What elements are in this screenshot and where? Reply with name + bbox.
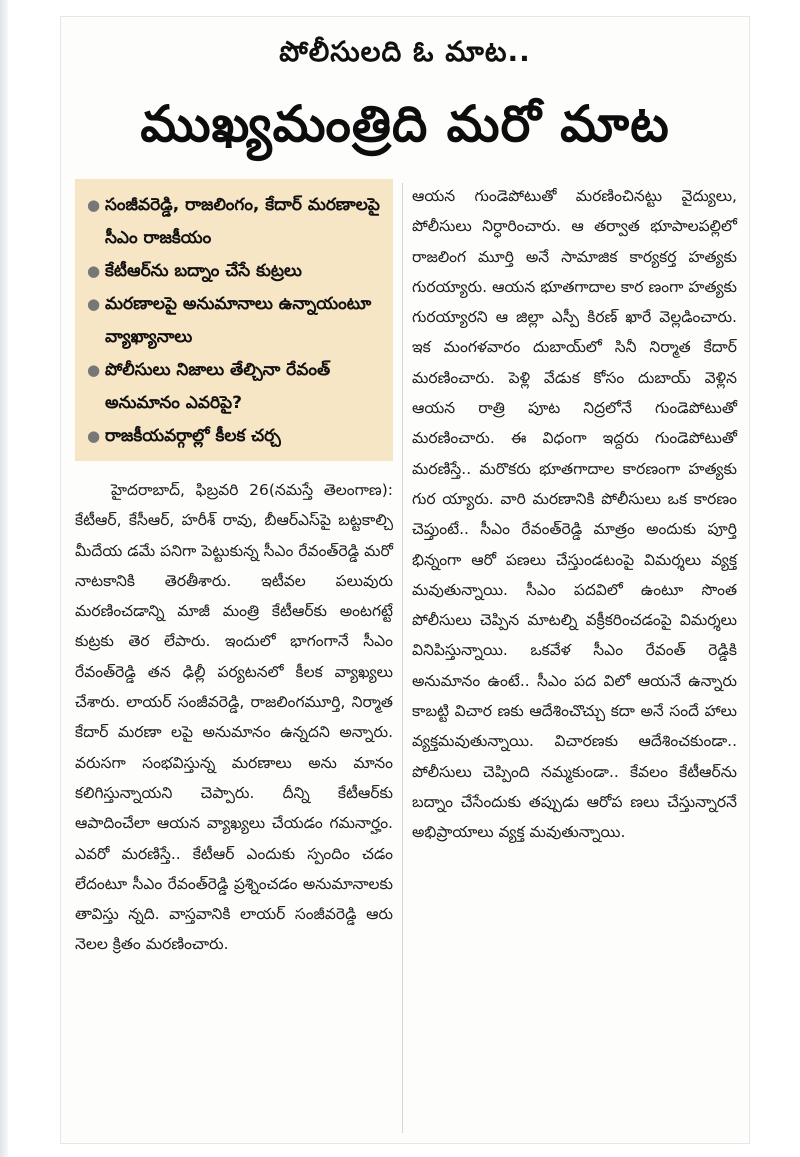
highlight-item: ● మరణాలపై అనుమానాలు ఉన్నాయంటూ వ్యాఖ్యానాలు [87, 288, 383, 354]
highlight-item: ● పోలీసులు నిజాలు తేల్చినా రేవంత్ అనుమానం ఎవరిపై? [87, 354, 383, 420]
highlight-item: ● కేటీఆర్‌ను బద్నాం చేసే కుట్రలు [87, 255, 383, 288]
right-body [412, 181, 737, 848]
left-body [75, 475, 393, 960]
left-column [75, 179, 393, 1139]
article-headline: ముఖ్యమంత్రిది మరో మాట [140, 95, 670, 153]
column-divider [402, 183, 403, 1133]
highlights-box [75, 179, 393, 461]
bullet-icon: ● [87, 427, 101, 445]
highlights-list [87, 189, 383, 453]
bullet-icon: ● [87, 262, 101, 280]
highlight-item: ● సంజీవరెడ్డి, రాజలింగం, కేదార్ మరణాలపై సీఎం రాజకీయం [87, 189, 383, 255]
right-column [412, 179, 737, 1139]
article-kicker: పోలీసులది ఓ మాట.. [279, 35, 531, 68]
bullet-icon: ● [87, 196, 101, 214]
body-paragraph: హైదరాబాద్, ఫిబ్రవరి 26(నమస్తే తెలంగాణ): కేటీఆర్, కేసీఆర్, హరీశ్ రావు, బీఆర్‌ఎస్‌పై బట్టకాల్చి మీదేయ డమే పనిగా పెట్టుకున్న సీఎం రేవంత్‌రెడ్డి మరో నాటకానికి తెరతీశారు. ఇటీవల పలువురు మరణించడాన్ని మాజీ మంత్రి కేటీఆర్‌కు అంటగట్టే కుట్రకు తెర లేపారు. ఇందులో భాగంగానే సీఎం రేవంత్‌రెడ్డి తన ఢిల్లీ పర్యటనలో కీలక వ్యాఖ్యలు చేశారు. లాయర్ సంజీవరెడ్డి, రాజలింగమూర్తి, నిర్మాత కేదార్ మరణా లపై అనుమానం ఉన్నదని అన్నారు. వరుసగా సంభవిస్తున్న మరణాలు అను మానం కలిగిస్తున్నాయని చెప్పారు. దీన్ని కేటీఆర్‌కు ఆపాదించేలా ఆయన వ్యాఖ్యలు చేయడం గమనార్హం. ఎవరో మరణిస్తే.. కేటీఆర్ ఎందుకు స్పందిం చడం లేదంటూ సీఎం రేవంత్‌రెడ్డి ప్రశ్నించడం అనుమానాలకు తావిస్తు న్నది. వాస్తవానికి లాయర్ సంజీవరెడ్డి ఆరు నెలల క్రితం మరణించారు. [75, 481, 393, 954]
bullet-icon: ● [87, 361, 101, 379]
article-columns [75, 179, 737, 1139]
bullet-icon: ● [87, 295, 101, 313]
page-edge [0, 0, 8, 1157]
newspaper-clipping [60, 16, 750, 1144]
body-paragraph: ఆయన గుండెపోటుతో మరణించినట్టు వైద్యులు, పోలీసులు నిర్ధారించారు. ఆ తర్వాత భూపాలపల్లిలో రాజలింగ మూర్తి అనే సామాజిక కార్యకర్త హత్యకు గురయ్యారు. ఆయన భూతగాదాల కార ణంగా హత్యకు గురయ్యారని ఆ జిల్లా ఎస్పీ కిరణ్ ఖారే వెల్లడించారు. ఇక మంగళవారం దుబాయ్‌లో సినీ నిర్మాత కేదార్ మరణించారు. పెళ్లి వేడుక కోసం దుబాయ్ వెళ్లిన ఆయన రాత్రి పూట నిద్రలోనే గుండెపోటుతో మరణించారు. ఈ విధంగా ఇద్దరు గుండెపోటుతో మరణిస్తే.. మరొకరు భూతగాదాల కారణంగా హత్యకు గుర య్యారు. వారి మరణానికి పోలీసులు ఒక కారణం చెప్తుంటే.. సీఎం రేవంత్‌రెడ్డి మాత్రం అందుకు పూర్తి భిన్నంగా ఆరో పణలు చేస్తుండటంపై విమర్శలు వ్యక్త మవుతున్నాయి. సీఎం పదవిలో ఉంటూ సొంత పోలీసులు చెప్పిన మాటల్ని వక్రీకరించడంపై విమర్శలు వినిపిస్తున్నాయి. ఒకవేళ సీఎం రేవంత్ రెడ్డికి అనుమానం ఉంటే.. సీఎం పద విలో ఆయనే ఉన్నారు కాబట్టి విచార ణకు ఆదేశించొచ్చు కదా అనే సందే హాలు వ్యక్తమవుతున్నాయి. విచారణకు ఆదేశించకుండా.. పోలీసులు చెప్పింది నమ్మకుండా.. కేవలం కేటీఆర్‌ను బద్నాం చేసేందుకు తప్పుడు ఆరోప ణలు చేస్తున్నారనే అభిప్రాయాలు వ్యక్త మవుతున్నాయి. [412, 187, 737, 842]
highlight-item: ● రాజకీయవర్గాల్లో కీలక చర్చ [87, 420, 383, 453]
